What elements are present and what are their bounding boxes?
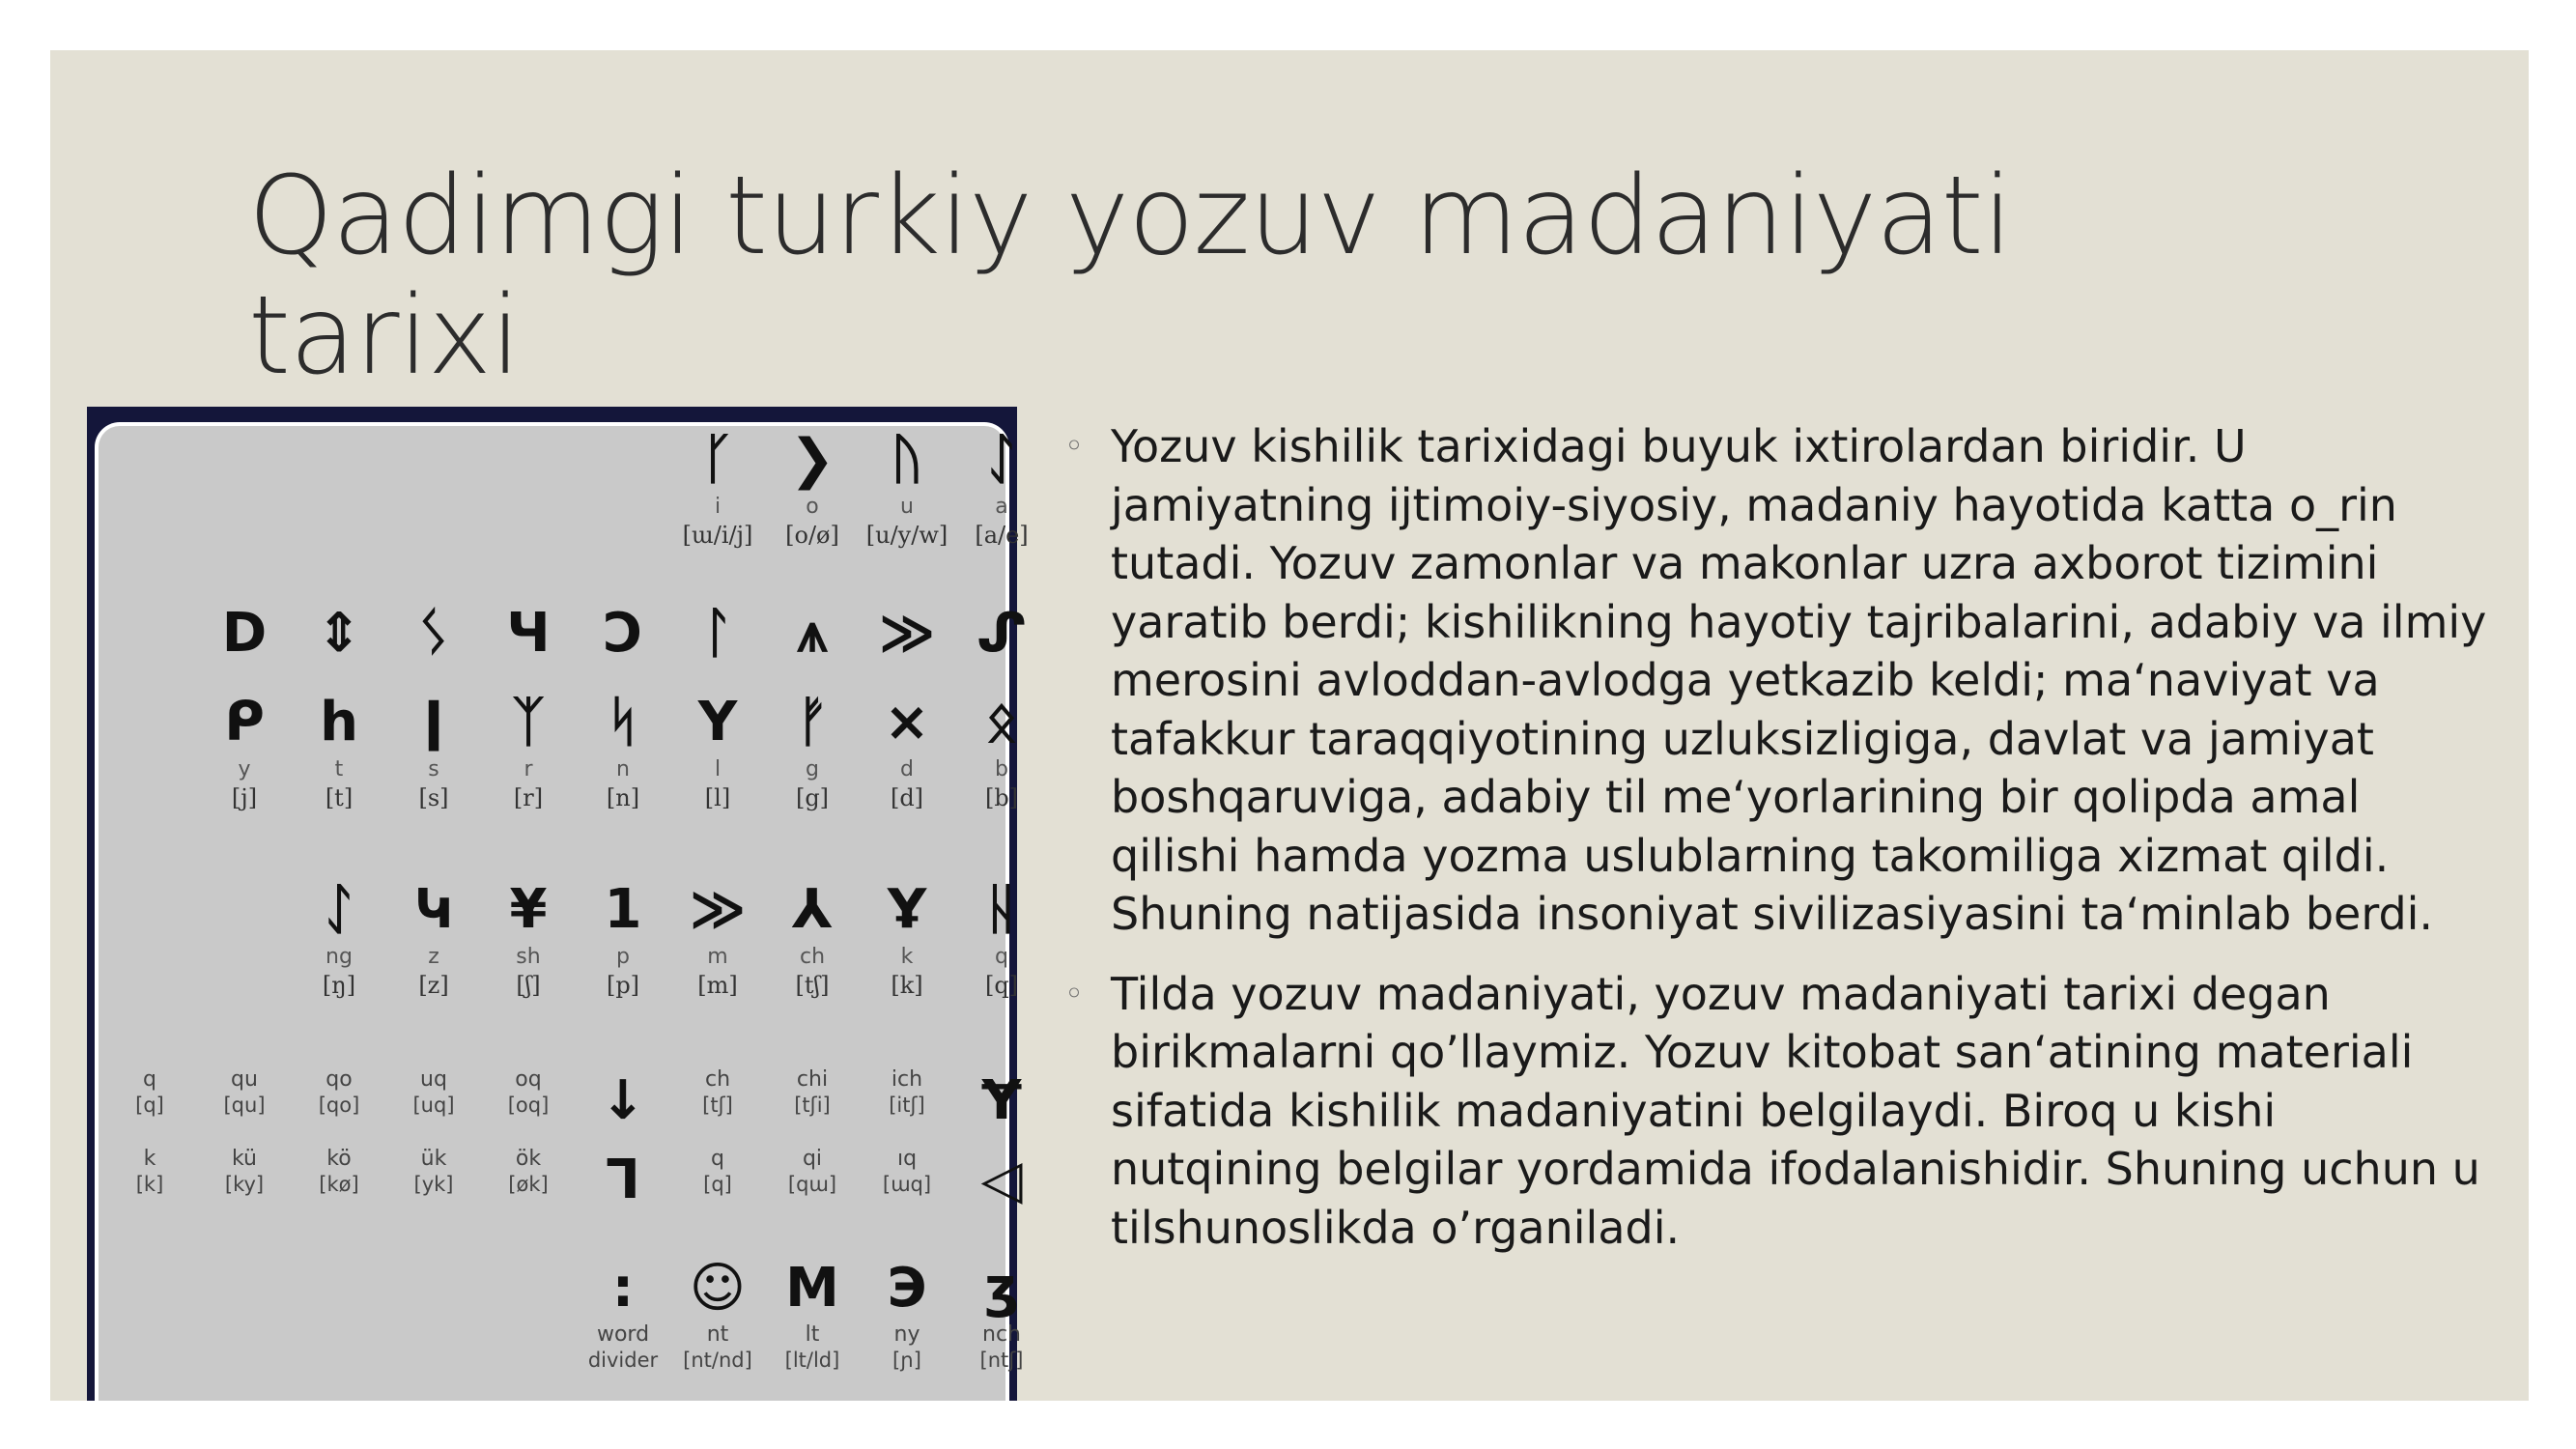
rune-latin-label: u [900, 495, 914, 519]
rune-glyph: × [884, 691, 930, 753]
rune-cell-row5 [387, 1147, 480, 1197]
rune-latin-label: ök [515, 1147, 542, 1171]
rune-cell-row3 [482, 876, 575, 1000]
rune-glyph: : [611, 1257, 635, 1320]
rune-ipa-label: [k] [135, 1173, 164, 1196]
rune-latin-label: y [238, 757, 251, 781]
rune-ipa-label: [øk] [508, 1173, 549, 1196]
rune-glyph: ᛚ [701, 602, 734, 665]
rune-cell-front [198, 689, 291, 812]
rune-cell-row4 [387, 1067, 480, 1118]
rune-latin-label: chi [796, 1067, 829, 1092]
rune-ipa-label: [o/ø] [785, 522, 839, 549]
rune-glyph: ᛇ [985, 428, 1018, 491]
rune-latin-label: s [428, 757, 439, 781]
rune-cell-row4 [861, 1067, 953, 1118]
rune-ipa-label: [itʃ] [889, 1094, 925, 1117]
rune-ipa-label: [qo] [318, 1094, 360, 1117]
rune-latin-label: qi [802, 1147, 823, 1171]
rune-cell-back [861, 600, 953, 668]
rune-latin-label: nt [706, 1322, 729, 1347]
rune-ipa-label: [q] [135, 1094, 164, 1117]
rune-cell-front [766, 689, 859, 812]
rune-glyph: D [221, 602, 268, 665]
rune-latin-label: qu [231, 1067, 258, 1092]
rune-latin-label: d [900, 757, 914, 781]
rune-glyph: 1 [604, 878, 642, 941]
rune-latin-label: k [900, 945, 914, 969]
rune-cell-front [482, 689, 575, 812]
rune-cell-row3 [577, 876, 669, 1000]
rune-glyph: ¥ [509, 878, 548, 941]
rune-ipa-label: [t] [325, 784, 354, 811]
title-line-2: tarixi [248, 273, 521, 399]
rune-glyph: ᛉ [512, 691, 545, 753]
rune-ipa-label: [oq] [507, 1094, 550, 1117]
rune-ipa-label: [q] [703, 1173, 732, 1196]
rune-cell-row6 [861, 1255, 953, 1373]
rune-ipa-label: [g] [795, 784, 830, 811]
rune-latin-label: sh [516, 945, 541, 969]
rune-glyph: Ↄ [603, 602, 643, 665]
rune-ipa-label: [b] [984, 784, 1019, 811]
rune-latin-label: uq [420, 1067, 447, 1092]
rune-glyph: ⩚ [797, 602, 828, 665]
rune-ipa-label: [m] [697, 972, 738, 999]
rune-cell-row5 [482, 1147, 575, 1197]
rune-latin-label: ch [799, 945, 826, 969]
rune-cell-front [671, 689, 764, 812]
rune-cell-row5 [293, 1147, 385, 1197]
rune-latin-label: word [596, 1322, 650, 1347]
body-text [1064, 417, 2494, 1278]
rune-ipa-label: [k] [891, 972, 923, 999]
rune-cell-row5 [103, 1147, 196, 1197]
rune-cell-back [482, 600, 575, 668]
rune-glyph: h [320, 691, 358, 753]
rune-glyph: Կ [414, 878, 453, 941]
rune-glyph: ᚢ [891, 428, 923, 491]
rune-cell-row6 [577, 1255, 669, 1373]
rune-cell-row5 [671, 1147, 764, 1197]
rune-latin-label: p [616, 945, 630, 969]
rune-ipa-label: [nt/nd] [683, 1349, 752, 1372]
rune-latin-label: oq [515, 1067, 542, 1092]
rune-glyph: ᚠ [796, 691, 829, 753]
slide-title [248, 154, 2277, 399]
rune-cell-back [671, 600, 764, 668]
rune-chart-panel [95, 422, 1029, 1401]
rune-glyph: ʒ [984, 1257, 1019, 1320]
rune-cell-row3 [766, 876, 859, 1000]
rune-latin-label: qo [326, 1067, 353, 1092]
rune-latin-label: ny [893, 1322, 920, 1347]
rune-glyph: M [785, 1257, 839, 1320]
rune-ipa-label: [z] [418, 972, 449, 999]
vowel-cell [861, 426, 953, 550]
rune-latin-label: ük [420, 1147, 447, 1171]
rune-glyph: ⇕ [316, 602, 362, 665]
rune-cell-row4 [671, 1067, 764, 1118]
rune-latin-label: n [616, 757, 630, 781]
rune-latin-label: r [524, 757, 533, 781]
rune-alphabet-image [87, 407, 1029, 1401]
rune-cell-back [577, 600, 669, 668]
rune-ipa-label: [tʃ] [795, 972, 830, 999]
rune-ipa-label: [ɲ] [892, 1349, 921, 1372]
rune-ipa-label: [kø] [319, 1173, 359, 1196]
rune-cell-row3 [955, 876, 1048, 1000]
rune-glyph: ≫ [689, 878, 747, 941]
rune-cell-row5 [861, 1147, 953, 1197]
paragraph-2-text: Tilda yozuv madaniyati, yozuv madaniyati tarixi degan birikmalarni qo’llaymiz. Yozuv kitobat san‘atining materiali sifatida kishilik madaniyatini belgilaydi. Biroq u kishi nutqining belgilar yordamida ifodalanishidir. Shuning uchun u tilshunoslikda o’rganiladi. [1111, 967, 2480, 1254]
rune-glyph: ᚴ [701, 428, 734, 491]
paragraph-1-text: Yozuv kishilik tarixidagi buyuk ixtirolardan biridir. U jamiyatning ijtimoiy-siyosiy, madaniy hayotida katta o_rin tutadi. Yozuv zamonlar va makonlar uzra axborot tizimini yaratib berdi; kishilikning hayotiy tajribalarini, adabiy va ilmiy merosini avloddan-avlodga yetkazib keldi; ma‘naviyat va tafakkur taraqqiyotining uzluksizligiga, davlat va jamiyat boshqaruviga, adabiy til me‘yorlarining bir qolipda amal qilishi hamda yozma uslublarning takomiliga xizmat qildi. Shuning natijasida insoniyat sivilizasiyasini ta‘minlab berdi. [1111, 420, 2487, 940]
rune-ipa-label: [uq] [412, 1094, 455, 1117]
rune-glyph: ☺ [689, 1257, 747, 1320]
paragraph-1 [1064, 417, 2494, 944]
rune-cell-row6 [671, 1255, 764, 1373]
rune-ipa-label: [tʃi] [794, 1094, 831, 1117]
rune-latin-label: t [334, 757, 344, 781]
rune-glyph: Ұ [887, 878, 927, 941]
rune-glyph: ❯ [789, 428, 835, 491]
rune-cell-row4 [293, 1067, 385, 1118]
rune-latin-label: l [714, 757, 722, 781]
rune-glyph: ≫ [878, 602, 936, 665]
rune-latin-label: kü [231, 1147, 257, 1171]
rune-latin-label: k [143, 1147, 156, 1171]
rune-cell-row5 [198, 1147, 291, 1197]
rune-glyph: ᛊ [417, 602, 450, 665]
rune-glyph: Ч [506, 602, 551, 665]
rune-glyph: ᛋ [607, 691, 639, 753]
vowel-cell [766, 426, 859, 550]
rune-glyph: ᛇ [323, 878, 355, 941]
rune-glyph: ᔑ [977, 602, 1027, 665]
rune-cell-row4 [482, 1067, 575, 1118]
rune-latin-label: i [714, 495, 722, 519]
rune-ipa-label: divider [587, 1349, 659, 1372]
rune-cell-row3 [387, 876, 480, 1000]
rune-ipa-label: [l] [704, 784, 731, 811]
rune-cell-row3 [671, 876, 764, 1000]
rune-ipa-label: [qɯ] [787, 1173, 837, 1196]
rune-latin-label: ch [704, 1067, 731, 1092]
rune-ipa-label: [s] [418, 784, 449, 811]
rune-latin-label: b [995, 757, 1008, 781]
rune-cell-back [293, 600, 385, 668]
rune-ipa-label: [ʃ] [516, 972, 541, 999]
rune-ipa-label: [tʃ] [702, 1094, 733, 1117]
rune-glyph: Э [887, 1257, 927, 1320]
rune-ipa-label: [n] [606, 784, 640, 811]
rune-latin-label: kö [326, 1147, 352, 1171]
rune-ipa-label: [yk] [413, 1173, 454, 1196]
vowel-cell [955, 426, 1048, 550]
rune-ipa-label: [ky] [224, 1173, 265, 1196]
rune-cell-row4 [198, 1067, 291, 1118]
rune-ipa-label: [d] [890, 784, 924, 811]
rune-latin-label: o [806, 495, 819, 519]
rune-ipa-label: [ɯq] [882, 1173, 932, 1196]
rune-cell-row6 [955, 1255, 1048, 1373]
title-line-1: Qadimgi turkiy yozuv madaniyati [248, 154, 2012, 279]
rune-cell-front [577, 689, 669, 812]
bullet-icon: ◦ [1064, 427, 1085, 466]
rune-glyph: Ɏ [981, 1069, 1022, 1132]
rune-ipa-label: [ŋ] [322, 972, 356, 999]
vowel-cell [671, 426, 764, 550]
rune-latin-label: a [995, 495, 1008, 519]
rune-cell-row3 [293, 876, 385, 1000]
rune-cell-row5 [766, 1147, 859, 1197]
rune-latin-label: nch [982, 1322, 1021, 1347]
paragraph-2 [1064, 965, 2494, 1258]
rune-ipa-label: [p] [606, 972, 640, 999]
rune-latin-label: q [711, 1147, 724, 1171]
rune-glyph: Y [697, 691, 738, 753]
rune-cell-back [198, 600, 291, 668]
rune-glyph: ⅄ [791, 878, 834, 941]
rune-latin-label: g [806, 757, 819, 781]
rune-cell-back [955, 600, 1048, 668]
rune-ipa-label: [a/e] [975, 522, 1029, 549]
rune-glyph: ᑭ [224, 691, 265, 753]
rune-latin-label: ng [326, 945, 353, 969]
rune-cell-row4 [103, 1067, 196, 1118]
rune-latin-label: lt [805, 1322, 820, 1347]
rune-ipa-label: [j] [231, 784, 258, 811]
rune-cell-front [955, 689, 1048, 812]
rune-ipa-label: [ɯ/i/j] [682, 522, 753, 549]
rune-latin-label: ich [891, 1067, 923, 1092]
rune-cell-back [766, 600, 859, 668]
bullet-icon: ◦ [1064, 974, 1085, 1013]
rune-cell-row5 [955, 1147, 1048, 1214]
rune-latin-label: z [428, 945, 439, 969]
rune-ipa-label: [u/y/w] [865, 522, 948, 549]
rune-latin-label: m [707, 945, 728, 969]
rune-ipa-label: [qu] [223, 1094, 266, 1117]
rune-glyph: Ꞁ [606, 1149, 640, 1211]
slide [50, 50, 2529, 1401]
rune-glyph: ǀ [423, 691, 444, 753]
rune-ipa-label: [lt/ld] [784, 1349, 840, 1372]
rune-ipa-label: [ntʃ] [979, 1349, 1024, 1372]
rune-cell-row3 [861, 876, 953, 1000]
rune-latin-label: q [995, 945, 1008, 969]
rune-ipa-label: [r] [513, 784, 544, 811]
rune-glyph: ↓ [600, 1069, 646, 1132]
rune-latin-label: q [143, 1067, 156, 1092]
rune-cell-row4 [766, 1067, 859, 1118]
rune-latin-label: ıq [896, 1147, 918, 1171]
rune-cell-front [861, 689, 953, 812]
rune-glyph: ◁ [980, 1149, 1023, 1211]
rune-cell-front [293, 689, 385, 812]
rune-glyph: ᚺ [985, 878, 1018, 941]
rune-cell-row5 [577, 1147, 669, 1214]
rune-cell-back [387, 600, 480, 668]
rune-cell-row4 [955, 1067, 1048, 1135]
rune-cell-row6 [766, 1255, 859, 1373]
rune-glyph: ᛟ [985, 691, 1018, 753]
rune-ipa-label: [q] [984, 972, 1019, 999]
rune-cell-row4 [577, 1067, 669, 1135]
rune-cell-front [387, 689, 480, 812]
